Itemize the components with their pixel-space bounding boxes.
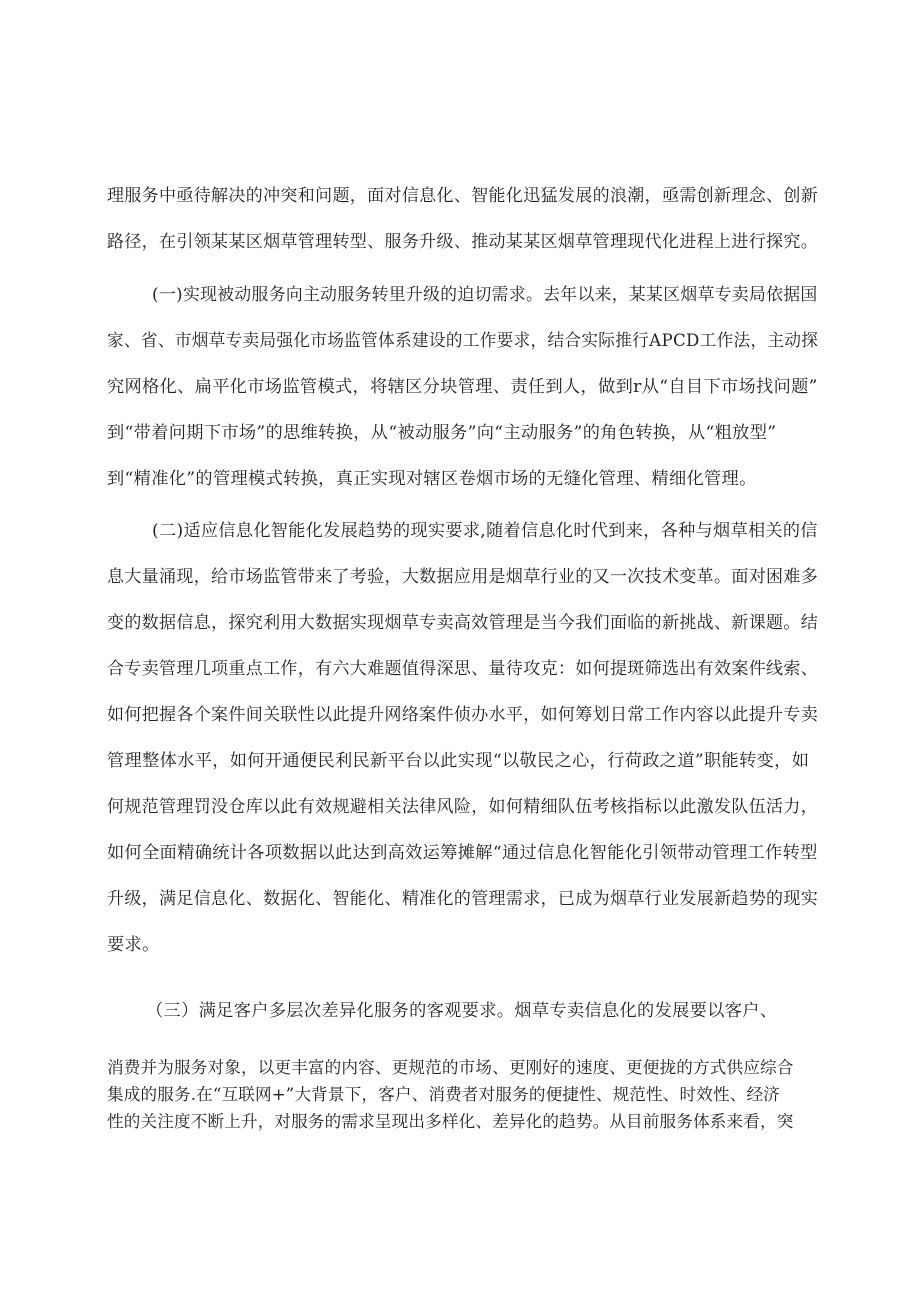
text-line: 到“带着问期下市场”的思维转换，从“被动服务”向“主动服务”的角色转换，从“粗放型” xyxy=(107,423,777,443)
text-line: 合专卖管理几项重点工作，有六大难题值得深思、量待攻克：如何提斑筛选出有效案件线索、 xyxy=(107,659,819,679)
text-line: 家、省、市烟草专卖局强化市场监管体系建设的工作要求，结合实际推行APCD工作法，主动探 xyxy=(107,331,819,351)
text-line: 息大量涌现，给市场监管带来了考验，大数据应用是烟草行业的又一次技术变革。面对困难多 xyxy=(107,567,819,587)
text-line: 如何全面精确统计各项数据以此达到高效运筹摊解“通过信息化智能化引领带动管理工作转型 xyxy=(107,843,818,863)
text-line: 变的数据信息，探究利用大数据实现烟草专卖高效管理是当今我们面临的新挑战、新课题。结 xyxy=(107,613,819,633)
text-line: 升级，满足信息化、数据化、智能化、精准化的管理需求，已成为烟草行业发展新趋势的现实 xyxy=(107,889,819,909)
text-line: 集成的服务.在“互联网+”大背景下，客户、消费者对服务的便捷性、规范性、时效性、经济 xyxy=(107,1085,781,1104)
text-line: 性的关注度不断上升，对服务的需求呈现出多样化、差异化的趋势。从目前服务体系来看，突 xyxy=(107,1112,794,1131)
text-line: 究网格化、扁平化市场监管模式，将辖区分块管理、责任到人，做到r从“自目下市场找问题” xyxy=(107,377,818,397)
text-line: 管理整体水平，如何开通便民利民新平台以此实现“以敬民之心，行荷政之道”职能转变，如 xyxy=(107,751,810,771)
text-line: 理服务中亟待解决的冲突和问题，面对信息化、智能化迅猛发展的浪潮，亟需创新理念、创新 xyxy=(107,186,819,206)
text-line: (一)实现被动服务向主动服务转里升级的迫切需求。去年以来，某某区烟草专卖局依据国 xyxy=(152,285,818,305)
text-line: 要求。 xyxy=(107,935,160,955)
text-line: (二)适应信息化智能化发展趋势的现实要求,随着信息化时代到来，各种与烟草相关的信 xyxy=(152,521,818,541)
text-line: 何规范管理罚没仓库以此有效规避相关法律风险，如何精细队伍考核指标以此激发队伍活力， xyxy=(107,797,819,817)
text-line: 消费并为服务对象，以更丰富的内容、更规范的市场、更刚好的速度、更便拢的方式供应综合 xyxy=(107,1058,794,1077)
text-line: 到“精准化”的管理模式转换，真正实现对辖区卷烟市场的无缝化管理、精细化管理。 xyxy=(107,469,757,489)
text-line: 如何把握各个案件间关联性以此提升网络案件侦办水平，如何筹划日常工作内容以此提升专卖 xyxy=(107,705,819,725)
text-line: 路径，在引领某某区烟草管理转型、服务升级、推动某某区烟草管理现代化进程上进行探究。 xyxy=(107,232,819,252)
text-line: （三）满足客户多层次差异化服务的客观要求。烟草专卖信息化的发展要以客户、 xyxy=(146,1001,778,1021)
